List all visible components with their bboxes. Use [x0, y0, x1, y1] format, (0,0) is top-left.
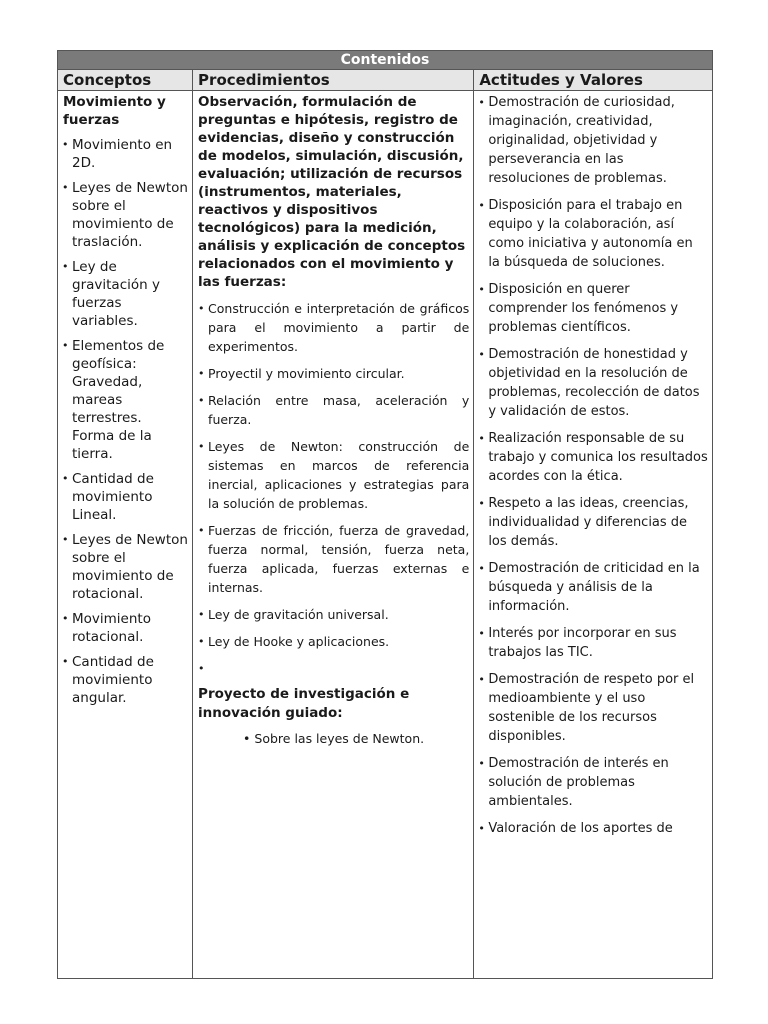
header-procedimientos: Procedimientos — [193, 70, 474, 91]
actitudes-cell — [474, 91, 713, 979]
list-item: • Elementos de geofísica: Gravedad, mareas terrestres. Forma de la tierra. — [58, 337, 192, 463]
list-item: • Respeto a las ideas, creencias, individualidad y diferencias de los demás. — [474, 494, 712, 551]
list-item: • Ley de Hooke y aplicaciones. — [193, 632, 473, 651]
header-conceptos: Conceptos — [58, 70, 193, 91]
list-item: • Disposición para el trabajo en equipo y la colaboración, así como iniciativa y autonomía en la búsqueda de soluciones. — [474, 196, 712, 272]
list-item: • Disposición en querer comprender los fenómenos y problemas científicos. — [474, 280, 712, 337]
list-item: • Demostración de interés en solución de problemas ambientales. — [474, 754, 712, 811]
procedimientos-cell — [193, 91, 474, 979]
list-item: • Movimiento en 2D. — [58, 136, 192, 172]
contents-table — [57, 50, 713, 979]
list-item: • Demostración de curiosidad, imaginación, creatividad, originalidad, objetividad y perseverancia en las resoluciones de problemas. — [474, 93, 712, 188]
conceptos-cell — [58, 91, 193, 979]
list-item-empty — [193, 659, 473, 677]
list-item: • Relación entre masa, aceleración y fuerza. — [193, 391, 473, 429]
list-item: • Cantidad de movimiento angular. — [58, 653, 192, 707]
list-item: • Proyectil y movimiento circular. — [193, 364, 473, 383]
list-item: • Ley de gravitación universal. — [193, 605, 473, 624]
list-item: • Leyes de Newton: construcción de sistemas en marcos de referencia inercial, aplicaciones y estrategias para la solución de problemas. — [193, 437, 473, 513]
list-item: • Leyes de Newton sobre el movimiento de traslación. — [58, 179, 192, 251]
list-item: • Ley de gravitación y fuerzas variables. — [58, 258, 192, 330]
list-item: • Cantidad de movimiento Lineal. — [58, 470, 192, 524]
procedimientos-heading: Observación, formulación de preguntas e hipótesis, registro de evidencias, diseño y construcción de modelos, simulación, discusión, evaluación; utilización de recursos (instrumentos, materiales, reactivos y dispositivos tecnológicos) para la medición, análisis y explicación de conceptos relacionados con el movimiento y las fuerzas: — [198, 94, 466, 290]
list-item: • Construcción e interpretación de gráficos para el movimiento a partir de experimentos. — [193, 299, 473, 356]
list-item: • Leyes de Newton sobre el movimiento de rotacional. — [58, 531, 192, 603]
list-item: • Demostración de respeto por el medioambiente y el uso sostenible de los recursos disponibles. — [474, 670, 712, 746]
list-item: • Interés por incorporar en sus trabajos las TIC. — [474, 624, 712, 662]
project-heading: Proyecto de investigación e innovación guiado: — [198, 686, 410, 721]
header-actitudes: Actitudes y Valores — [474, 70, 713, 91]
table-title: Contenidos — [58, 51, 713, 70]
list-item: • Valoración de los aportes de — [474, 819, 712, 838]
list-item: • Movimiento rotacional. — [58, 610, 192, 646]
list-item: • Demostración de honestidad y objetividad en la resolución de problemas, recolección de datos y validación de estos. — [474, 345, 712, 421]
conceptos-heading: Movimiento y fuerzas — [63, 94, 166, 128]
list-item: • Realización responsable de su trabajo y comunica los resultados acordes con la ética. — [474, 429, 712, 486]
document-page — [57, 50, 713, 978]
list-item: • Fuerzas de fricción, fuerza de gravedad, fuerza normal, tensión, fuerza neta, fuerza aplicada, fuerzas externas e internas. — [193, 521, 473, 597]
list-item: • Demostración de criticidad en la búsqueda y análisis de la información. — [474, 559, 712, 616]
project-item: • Sobre las leyes de Newton. — [243, 731, 425, 746]
